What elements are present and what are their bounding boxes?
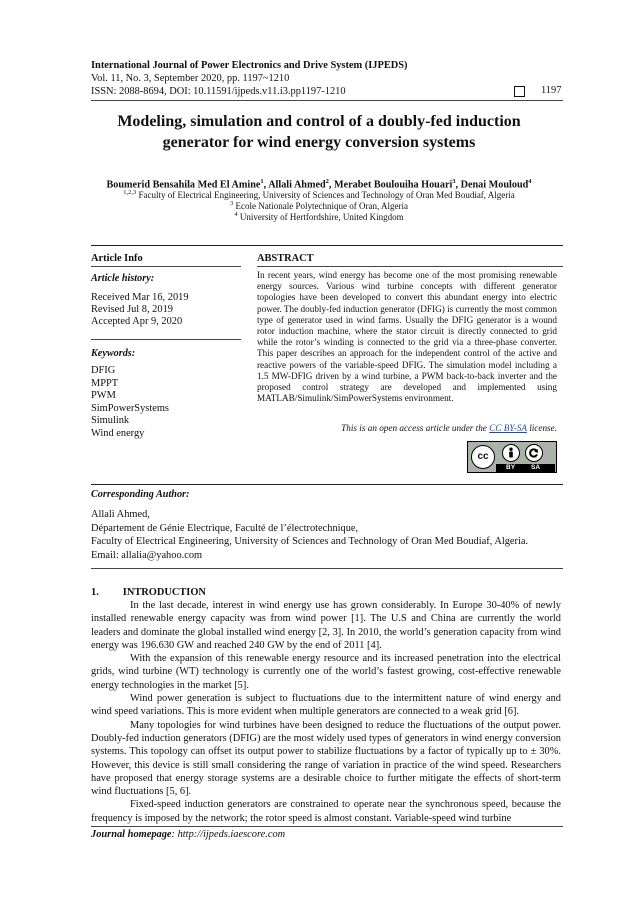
share-alike-icon — [525, 444, 543, 462]
issn-line: ISSN: 2088-8694, DOI: 10.11591/ijpeds.v11.i3.pp1197-1210 — [91, 86, 346, 97]
page-number: 1197 — [541, 85, 562, 96]
keywords-heading: Keywords: — [91, 348, 136, 359]
paragraph: In the last decade, interest in wind energy use has grown considerably. In Europe 30-40% of newly installed renewable energy capacity was from wind power [1]. The U.S and China are currently the world leaders and dominate the global installed wind energy [2, 3]. In 2010, the world’s generation capacity from wind energy was 196.630 GW and reached 240 GW by the end of 2011 [4]. — [91, 600, 561, 651]
paragraph: With the expansion of this renewable energy resource and its increased penetration into the electrical grids, wind turbine (WT) technology is currently one of the world’s fastest growing, cost-effective renewable energy technologies in the market [5]. — [91, 653, 561, 691]
corresponding-rule — [91, 568, 563, 569]
affiliation-3: $^4$ University of Hertfordshire, United Kingdom — [234, 211, 404, 222]
affiliation-2: $^3$ Ecole Nationale Polytechnique of Oran, Algeria — [230, 200, 408, 211]
paragraph: Fixed-speed induction generators are constrained to operate near the synchronous speed, because the frequency is imposed by the network; the rotor speed is almost constant. Variable-speed wind turbine — [91, 799, 561, 824]
paragraph: Wind power generation is subject to fluctuations due to the intermittent nature of wind energy and wind speed variations. This is more evident when multiple generators are connected to a weak grid [6]. — [91, 693, 561, 718]
cc-by-sa-badge-icon[interactable] — [467, 441, 557, 473]
keywords-rule — [91, 339, 241, 340]
footer-rule — [91, 826, 563, 827]
section-heading: 1. INTRODUCTION — [91, 587, 206, 598]
cc-icon: cc — [471, 445, 495, 469]
intro-body — [91, 599, 561, 825]
box-top-rule — [91, 245, 563, 246]
box-bottom-rule — [91, 484, 563, 485]
abstract-rule — [257, 266, 563, 267]
cc-by-sa-link[interactable]: CC BY-SA — [489, 423, 527, 433]
keyword: PWM — [91, 390, 116, 401]
received-date: Received Mar 16, 2019 — [91, 292, 189, 303]
info-rule — [91, 266, 241, 267]
accepted-date: Accepted Apr 9, 2020 — [91, 316, 183, 327]
corresponding-details: Allali Ahmed, Département de Génie Electrique, Faculté de l’électrotechnique, Faculty of Electrical Engineering, University of Sciences and Technology of Oran Med Boudiaf, Algeria. Email: allalia@yahoo.com — [91, 509, 529, 561]
keyword: Wind energy — [91, 427, 145, 439]
affiliation-1: $^{1,2,3}$ Faculty of Electrical Engineering, University of Sciences and Technology of Oran Med Boudiaf, Algeria — [123, 189, 515, 200]
header-rule — [91, 100, 563, 101]
keyword: Simulink — [91, 415, 130, 426]
open-access-note: This is an open access article under the CC BY-SA license. — [341, 423, 557, 433]
keyword: MPPT — [91, 377, 119, 389]
paragraph: Many topologies for wind turbines have been designed to reduce the fluctuations of the output power. Doubly-fed induction generators (DFIG) are the most widely used types of generators in wind energy conversion systems. This topology can offset its output power to stabilize fluctuations by a factor of typically up to ± 30%. However, this device is still small considering the range of variation in practice of the wind speed. Researchers have proposed that energy storage systems are a desirable choice to further mitigate the effects of short-term wind fluctuations [5, 6]. — [91, 719, 561, 798]
keyword: DFIG — [91, 365, 116, 376]
article-info-heading: Article Info — [91, 253, 143, 264]
badge-label-strip: BY SA — [496, 464, 555, 472]
journal-homepage: Journal homepage: http://ijpeds.iaescore.com — [91, 829, 286, 840]
corresponding-heading: Corresponding Author: — [91, 489, 190, 500]
abstract-text: In recent years, wind energy has become one of the most promising renewable energy sources. Various wind turbine concepts with different generator topologies have been developed to convert this abundant energy into electric power. The doubly-fed induction generator (DFIG) is currently the most common type of generator used in wind farms. Usually the DFIG generator is a wound rotor induction machine, where the stator circuit is directly connected to grid while the rotor’s winding is connected to the grid via a three-phase converter. This paper describes an approach for the independent control of the active and reactive powers of the variable-speed DFIG. The simulation model including a 1.5 MW-DFIG driven by a wind turbine, a PWM back-to-back inverter and the proposed control strategy are developed and implemented using MATLAB/Simulink/SimPowerSystems environment. — [257, 270, 557, 404]
history-heading: Article history: — [91, 273, 155, 284]
volume-line: Vol. 11, No. 3, September 2020, pp. 1197~1210 — [91, 73, 290, 84]
abstract-heading: ABSTRACT — [257, 253, 314, 264]
revised-date: Revised Jul 8, 2019 — [91, 304, 173, 315]
author-list: Boumerid Bensahila Med El Amine$^1$, Allali Ahmed$^2$, Merabet Boulouiha Houari$^3$, Denai Mouloud$^4$ — [106, 178, 532, 191]
keyword: SimPowerSystems — [91, 402, 169, 414]
checkbox-icon — [514, 86, 525, 97]
journal-name: International Journal of Power Electronics and Drive System (IJPEDS) — [91, 60, 408, 71]
attribution-icon — [502, 444, 520, 462]
paper-title: Modeling, simulation and control of a doubly-fed induction generator for wind energy conversion systems — [117, 113, 521, 151]
